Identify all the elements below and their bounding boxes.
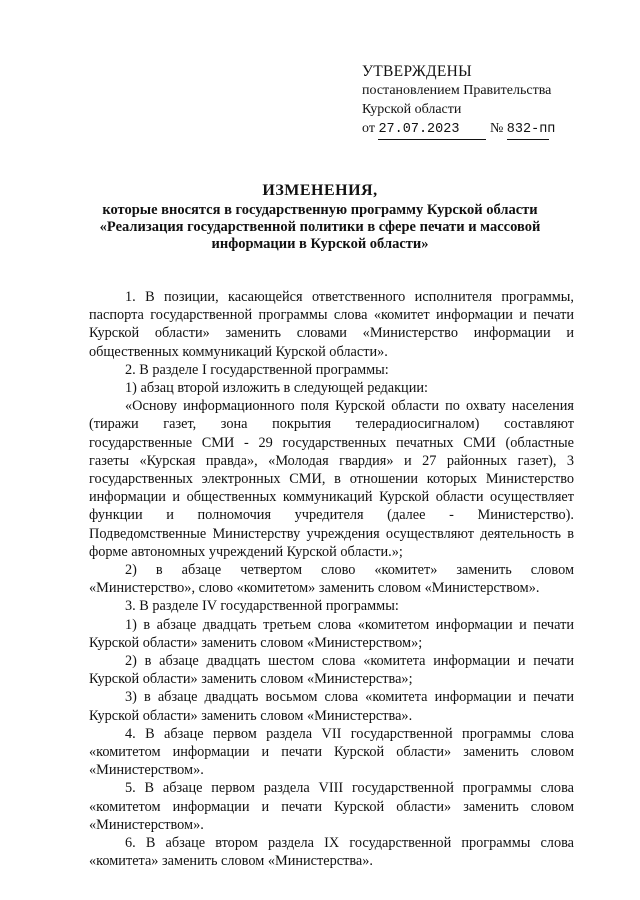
paragraph: 2) в абзаце четвертом слово «комитет» заменить словом «Министерство», слово «комитетом» заменить словом «Министерством». — [89, 562, 574, 597]
approval-date: 27.07.2023 — [378, 120, 486, 140]
paragraph: 5. В абзаце первом раздела VIII государственной программы слова «комитетом информации и печати Курской области» заменить словом «Министерством». — [89, 780, 574, 833]
approval-date-number — [362, 119, 632, 140]
date-prefix: от — [362, 121, 375, 136]
paragraph: «Основу информационного поля Курской области по охвату населения (тиражи газет, зона покрытия телерадиосигналом) составляют государственные СМИ - 29 государственных печатных СМИ (областные газеты «Курская правда», «Молодая гвардия» и 27 районных газет), 3 государственных электронных СМИ, в отношении которых Министерство информации и общественных коммуникаций Курской области осуществляет функции и полномочия учредителя (далее - Министерство). Подведомственные Министерству учреждения осуществляют деятельность в форме автономных учреждений Курской области.»; — [89, 398, 574, 560]
document-body — [89, 288, 574, 871]
approval-line-2: Курской области — [362, 102, 462, 117]
approval-number: 832-пп — [507, 120, 549, 140]
paragraph: 1) в абзаце двадцать третьем слова «комитетом информации и печати Курской области» заменить словом «Министерством»; — [89, 616, 574, 651]
paragraph: 3. В разделе IV государственной программы: — [125, 598, 399, 615]
paragraph: 3) в абзаце двадцать восьмом слова «комитета информации и печати Курской области» заменить словом «Министерства». — [89, 689, 574, 724]
approval-block — [362, 62, 632, 140]
paragraph: 4. В абзаце первом раздела VII государственной программы слова «комитетом информации и печати Курской области» заменить словом «Министерством». — [89, 725, 574, 779]
title-line-1: ИЗМЕНЕНИЯ, — [262, 182, 378, 199]
title-line-2: которые вносятся в государственную программу Курской области — [102, 202, 538, 218]
title-line-3: «Реализация государственной политики в сфере печати и массовой информации в Курской области» — [99, 219, 541, 252]
document-title — [80, 182, 560, 253]
paragraph: 1) абзац второй изложить в следующей редакции: — [125, 380, 428, 397]
paragraph: 2. В разделе I государственной программы: — [125, 361, 389, 378]
paragraph: 1. В позиции, касающейся ответственного исполнителя программы, паспорта государственной программы слова «комитет информации и печати Курской области» заменить словами «Министерство информации и общественных коммуникаций Курской области». — [89, 289, 574, 360]
approval-heading: УТВЕРЖДЕНЫ — [362, 63, 472, 80]
number-prefix: № — [489, 121, 504, 136]
approval-line-1: постановлением Правительства — [362, 83, 552, 98]
paragraph: 6. В абзаце втором раздела IX государственной программы слова «комитета» заменить словом «Министерства». — [89, 835, 574, 870]
paragraph: 2) в абзаце двадцать шестом слова «комитета информации и печати Курской области» заменить словом «Министерства»; — [89, 653, 574, 688]
